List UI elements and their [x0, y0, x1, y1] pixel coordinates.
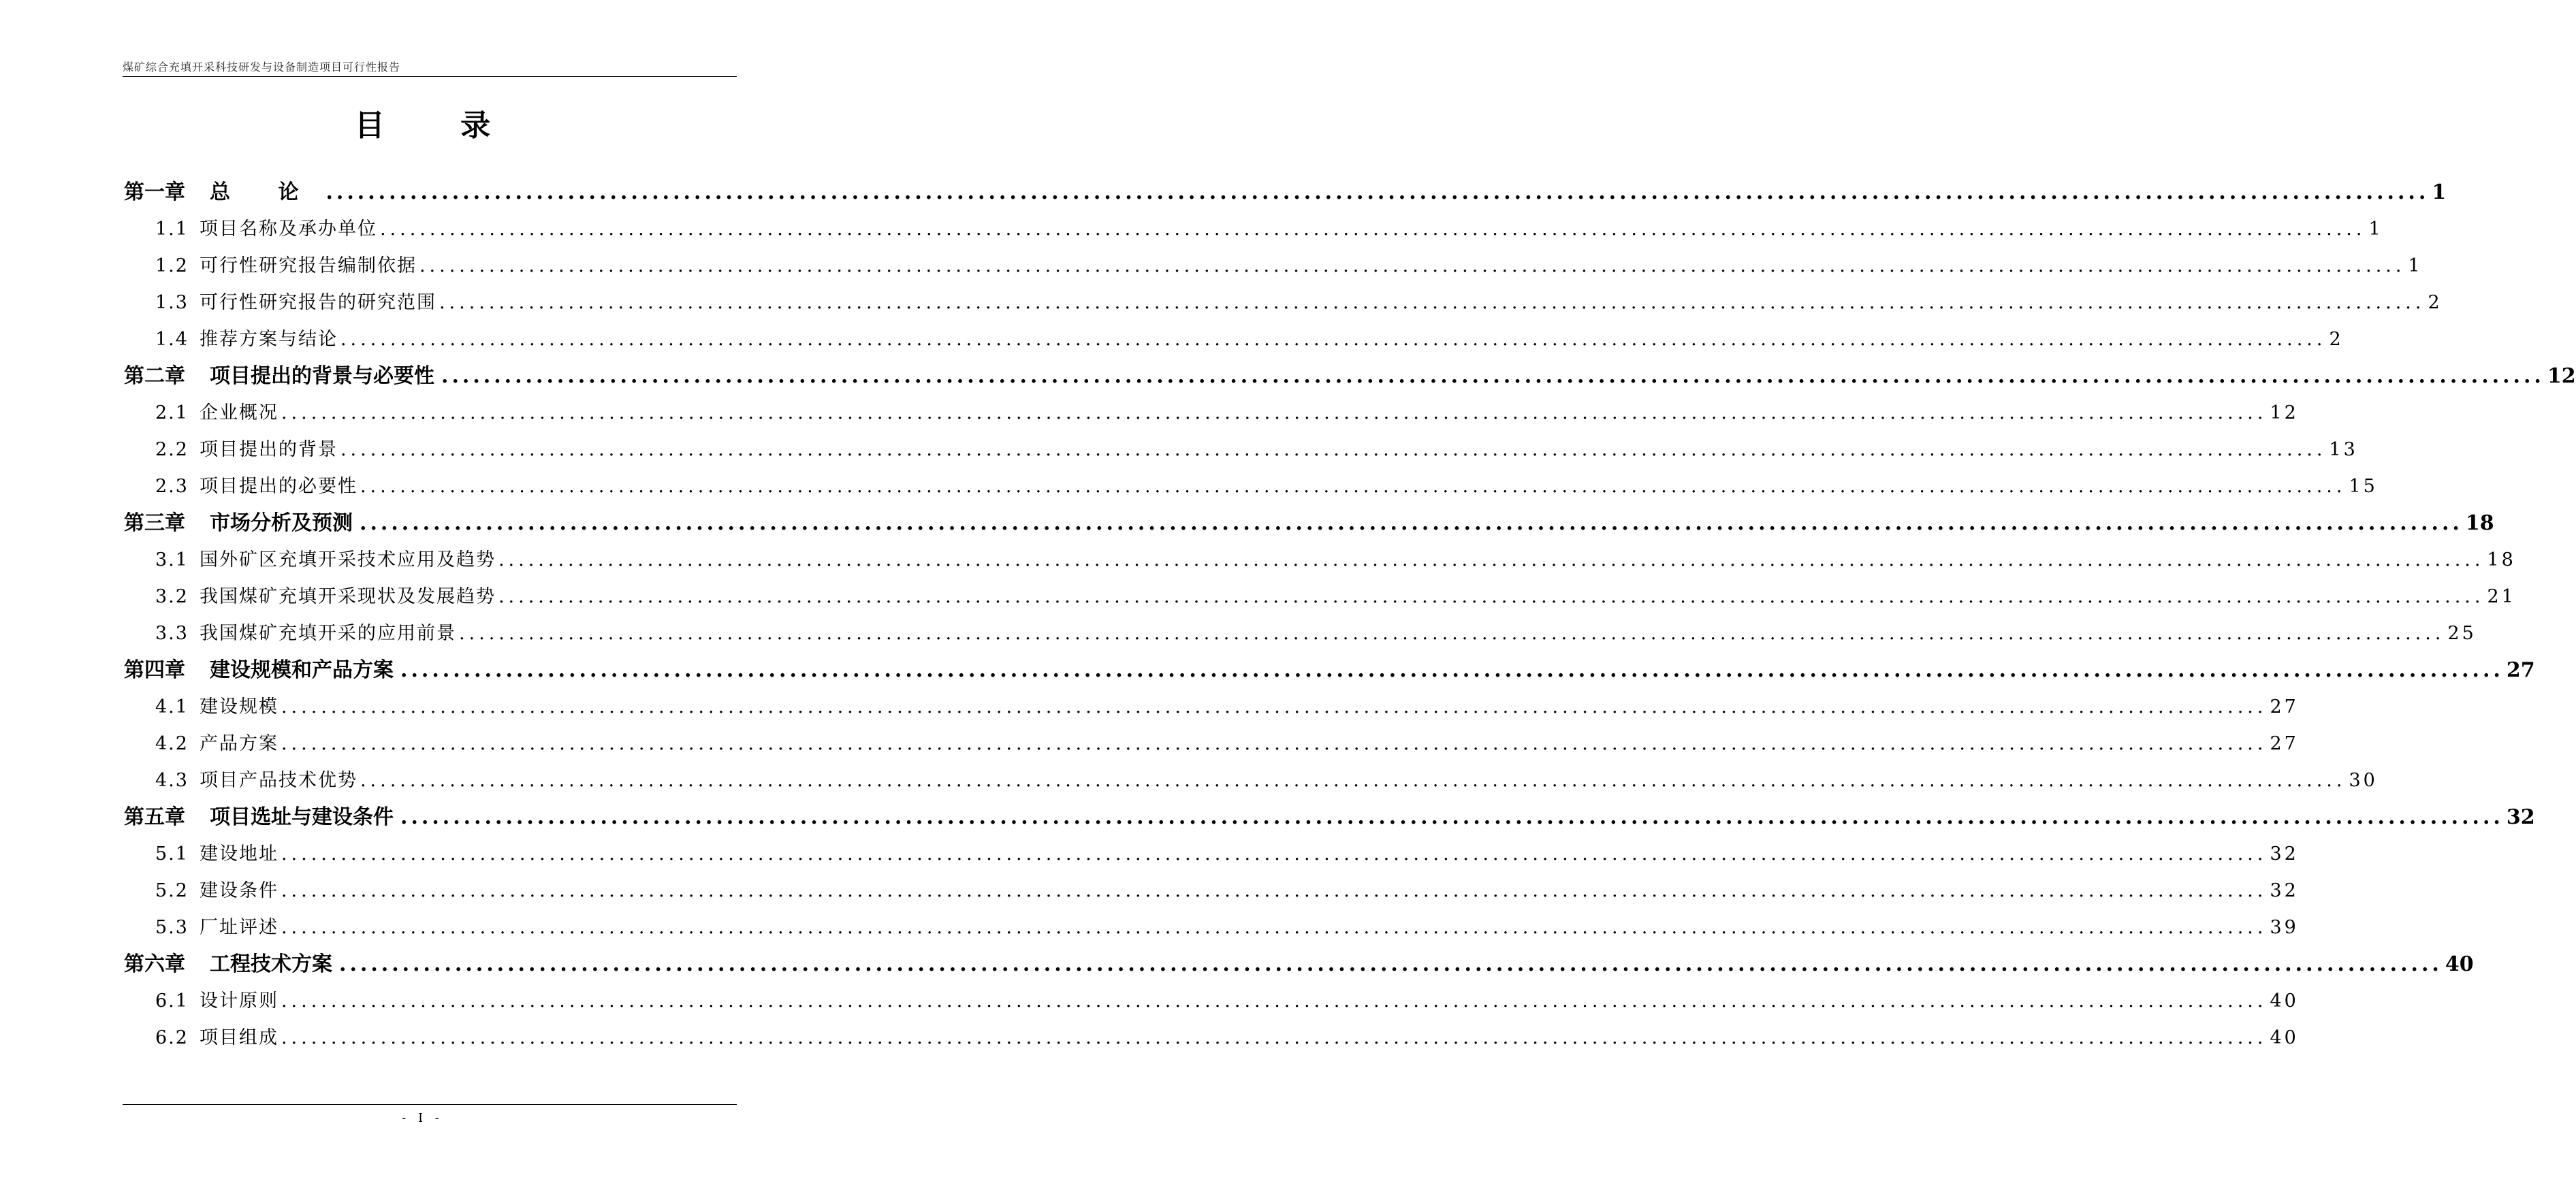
toc-entry-page: 13	[2329, 439, 2358, 460]
toc-entry-title: 建设地址	[199, 843, 279, 865]
toc-entry-title: 项目提出的必要性	[199, 476, 357, 497]
page-number: - I -	[402, 1111, 443, 1125]
toc-entry-label	[155, 879, 279, 903]
toc-section-entry[interactable]	[124, 1026, 2299, 1063]
toc-entry-label	[155, 732, 279, 756]
toc-entry-label	[155, 327, 338, 352]
toc-entry-title: 企业概况	[199, 402, 279, 423]
toc-entry-label	[155, 916, 279, 940]
toc-dot-leader: ........................................................................................................................................................................................................	[360, 476, 2347, 497]
toc-entry-page: 40	[2270, 1027, 2299, 1048]
toc-section-entry[interactable]	[124, 695, 2299, 732]
toc-entry-number: 第六章	[124, 952, 185, 976]
toc-entry-label	[124, 658, 394, 683]
toc-entry-label	[155, 769, 357, 793]
toc-section-entry[interactable]	[124, 217, 2383, 254]
toc-entry-page: 18	[2487, 549, 2516, 570]
toc-dot-leader: ........................................................................................................................................................................................................	[360, 511, 2463, 535]
toc-entry-page: 25	[2447, 623, 2477, 644]
page-title: 目 录	[354, 108, 524, 143]
toc-section-entry[interactable]	[124, 916, 2299, 952]
toc-entry-page: 32	[2270, 843, 2299, 865]
toc-entry-title: 项目提出的背景	[199, 439, 338, 460]
toc-dot-leader: ........................................................................................................................................................................................................	[498, 586, 2485, 607]
toc-entry-page: 21	[2487, 586, 2516, 607]
toc-entry-number: 3.2	[155, 586, 189, 607]
toc-section-entry[interactable]	[124, 842, 2299, 879]
toc-entry-label	[124, 180, 319, 205]
toc-entry-number: 1.2	[155, 255, 189, 276]
toc-dot-leader: ........................................................................................................................................................................................................	[281, 990, 2268, 1012]
toc-entry-number: 6.2	[155, 1027, 189, 1048]
toc-entry-label	[155, 622, 456, 646]
toc-entry-label	[124, 511, 353, 536]
toc-entry-title: 可行性研究报告编制依据	[199, 255, 417, 276]
toc-chapter-entry[interactable]	[124, 180, 2447, 217]
toc-section-entry[interactable]	[124, 769, 2378, 805]
toc-entry-number: 2.1	[155, 402, 189, 423]
toc-section-entry[interactable]	[124, 291, 2443, 327]
toc-entry-label	[155, 585, 496, 609]
toc-entry-title: 工程技术方案	[210, 952, 332, 976]
toc-entry-number: 第二章	[124, 364, 185, 388]
toc-entry-label	[155, 989, 279, 1014]
toc-entry-title: 国外矿区充填开采技术应用及趋势	[199, 549, 496, 570]
toc-entry-number: 第四章	[124, 658, 185, 682]
toc-dot-leader: ........................................................................................................................................................................................................	[439, 292, 2426, 313]
toc-entry-label	[155, 401, 279, 425]
toc-entry-label	[155, 217, 377, 242]
toc-entry-page: 1	[2368, 219, 2383, 240]
toc-entry-page: 32	[2506, 805, 2535, 829]
footer-divider	[123, 1104, 737, 1105]
toc-dot-leader: ........................................................................................................................................................................................................	[419, 255, 2406, 276]
toc-section-entry[interactable]	[124, 474, 2378, 511]
toc-entry-page: 2	[2428, 292, 2443, 313]
toc-dot-leader: ........................................................................................................................................................................................................	[281, 1027, 2268, 1048]
toc-entry-page: 40	[2270, 990, 2299, 1012]
toc-entry-number: 第三章	[124, 511, 185, 535]
toc-entry-number: 5.1	[155, 843, 189, 865]
toc-dot-leader: ........................................................................................................................................................................................................	[340, 329, 2327, 350]
toc-entry-number: 4.3	[155, 770, 189, 791]
toc-entry-page: 27	[2270, 696, 2299, 717]
toc-entry-page: 40	[2445, 952, 2474, 976]
toc-entry-page: 30	[2349, 770, 2378, 791]
toc-chapter-entry[interactable]	[124, 952, 2474, 989]
toc-entry-number: 6.1	[155, 990, 189, 1012]
toc-entry-title: 建设规模和产品方案	[210, 658, 394, 682]
toc-section-entry[interactable]	[124, 622, 2477, 658]
toc-entry-page: 12	[2547, 364, 2576, 388]
toc-chapter-entry[interactable]	[124, 805, 2535, 842]
toc-chapter-entry[interactable]	[124, 658, 2535, 695]
toc-dot-leader: ........................................................................................................................................................................................................	[339, 952, 2443, 976]
toc-dot-leader: ........................................................................................................................................................................................................	[340, 439, 2327, 460]
toc-entry-title: 总 论	[210, 180, 319, 204]
toc-section-entry[interactable]	[124, 732, 2299, 769]
toc-dot-leader: ........................................................................................................................................................................................................	[281, 843, 2268, 865]
toc-dot-leader: ........................................................................................................................................................................................................	[400, 805, 2504, 829]
table-of-contents	[124, 180, 2576, 1063]
toc-entry-label	[124, 952, 332, 977]
toc-dot-leader: ........................................................................................................................................................................................................	[281, 402, 2268, 423]
toc-entry-page: 32	[2270, 880, 2299, 901]
toc-entry-page: 15	[2349, 476, 2378, 497]
toc-entry-page: 12	[2270, 402, 2299, 423]
toc-dot-leader: ........................................................................................................................................................................................................	[458, 623, 2445, 644]
toc-entry-label	[155, 695, 279, 720]
toc-dot-leader: ........................................................................................................................................................................................................	[325, 180, 2430, 204]
toc-entry-page: 1	[2432, 180, 2447, 204]
toc-entry-number: 2.2	[155, 439, 189, 460]
toc-entry-number: 第一章	[124, 180, 185, 204]
toc-entry-title: 可行性研究报告的研究范围	[199, 292, 436, 313]
toc-dot-leader: ........................................................................................................................................................................................................	[281, 917, 2268, 938]
toc-chapter-entry[interactable]	[124, 511, 2494, 548]
toc-entry-number: 3.3	[155, 623, 189, 644]
toc-entry-label	[155, 254, 417, 278]
toc-entry-title: 厂址评述	[199, 917, 279, 938]
toc-entry-number: 3.1	[155, 549, 189, 570]
toc-entry-number: 1.4	[155, 329, 189, 350]
toc-dot-leader: ........................................................................................................................................................................................................	[360, 770, 2347, 791]
toc-entry-number: 1.3	[155, 292, 189, 313]
toc-dot-leader: ........................................................................................................................................................................................................	[281, 880, 2268, 901]
toc-entry-label	[155, 842, 279, 867]
toc-section-entry[interactable]	[124, 327, 2344, 364]
toc-entry-label	[155, 548, 496, 572]
toc-entry-page: 18	[2465, 511, 2494, 535]
toc-entry-title: 我国煤矿充填开采现状及发展趋势	[199, 586, 496, 607]
toc-entry-number: 2.3	[155, 476, 189, 497]
running-header: 煤矿综合充填开采科技研发与设备制造项目可行性报告	[123, 61, 401, 74]
toc-entry-title: 产品方案	[199, 733, 279, 754]
toc-entry-title: 项目产品技术优势	[199, 770, 357, 791]
toc-entry-number: 1.1	[155, 219, 189, 240]
toc-entry-page: 27	[2506, 658, 2535, 682]
toc-entry-label	[155, 291, 436, 315]
toc-entry-label	[124, 364, 434, 389]
toc-entry-page: 27	[2270, 733, 2299, 754]
toc-entry-title: 项目名称及承办单位	[199, 219, 377, 240]
toc-dot-leader: ........................................................................................................................................................................................................	[498, 549, 2485, 570]
toc-section-entry[interactable]	[124, 879, 2299, 916]
toc-entry-number: 5.3	[155, 917, 189, 938]
toc-entry-page: 39	[2270, 917, 2299, 938]
toc-entry-label	[124, 805, 394, 830]
toc-dot-leader: ........................................................................................................................................................................................................	[379, 219, 2366, 240]
toc-entry-label	[155, 474, 357, 499]
toc-section-entry[interactable]	[124, 585, 2516, 622]
toc-entry-title: 设计原则	[199, 990, 279, 1012]
toc-entry-number: 5.2	[155, 880, 189, 901]
toc-entry-label	[155, 438, 338, 462]
toc-dot-leader: ........................................................................................................................................................................................................	[281, 733, 2268, 754]
toc-entry-label	[155, 1026, 279, 1050]
toc-entry-title: 建设条件	[199, 880, 279, 901]
toc-section-entry[interactable]	[124, 438, 2358, 474]
toc-section-entry[interactable]	[124, 548, 2516, 585]
toc-dot-leader: ........................................................................................................................................................................................................	[281, 696, 2268, 717]
header-divider	[123, 76, 737, 77]
toc-chapter-entry[interactable]	[124, 364, 2576, 401]
toc-section-entry[interactable]	[124, 401, 2299, 438]
toc-entry-page: 1	[2408, 255, 2423, 276]
toc-entry-title: 项目组成	[199, 1027, 279, 1048]
toc-entry-title: 建设规模	[199, 696, 279, 717]
toc-entry-number: 第五章	[124, 805, 185, 829]
toc-entry-page: 2	[2329, 329, 2344, 350]
toc-section-entry[interactable]	[124, 989, 2299, 1026]
toc-entry-title: 我国煤矿充填开采的应用前景	[199, 623, 456, 644]
toc-section-entry[interactable]	[124, 254, 2423, 291]
toc-entry-number: 4.2	[155, 733, 189, 754]
toc-entry-title: 项目提出的背景与必要性	[210, 364, 434, 388]
toc-entry-number: 4.1	[155, 696, 189, 717]
toc-dot-leader: ........................................................................................................................................................................................................	[400, 658, 2504, 682]
toc-entry-title: 推荐方案与结论	[199, 329, 338, 350]
toc-dot-leader: ........................................................................................................................................................................................................	[441, 364, 2545, 388]
toc-entry-title: 项目选址与建设条件	[210, 805, 394, 829]
toc-entry-title: 市场分析及预测	[210, 511, 353, 535]
